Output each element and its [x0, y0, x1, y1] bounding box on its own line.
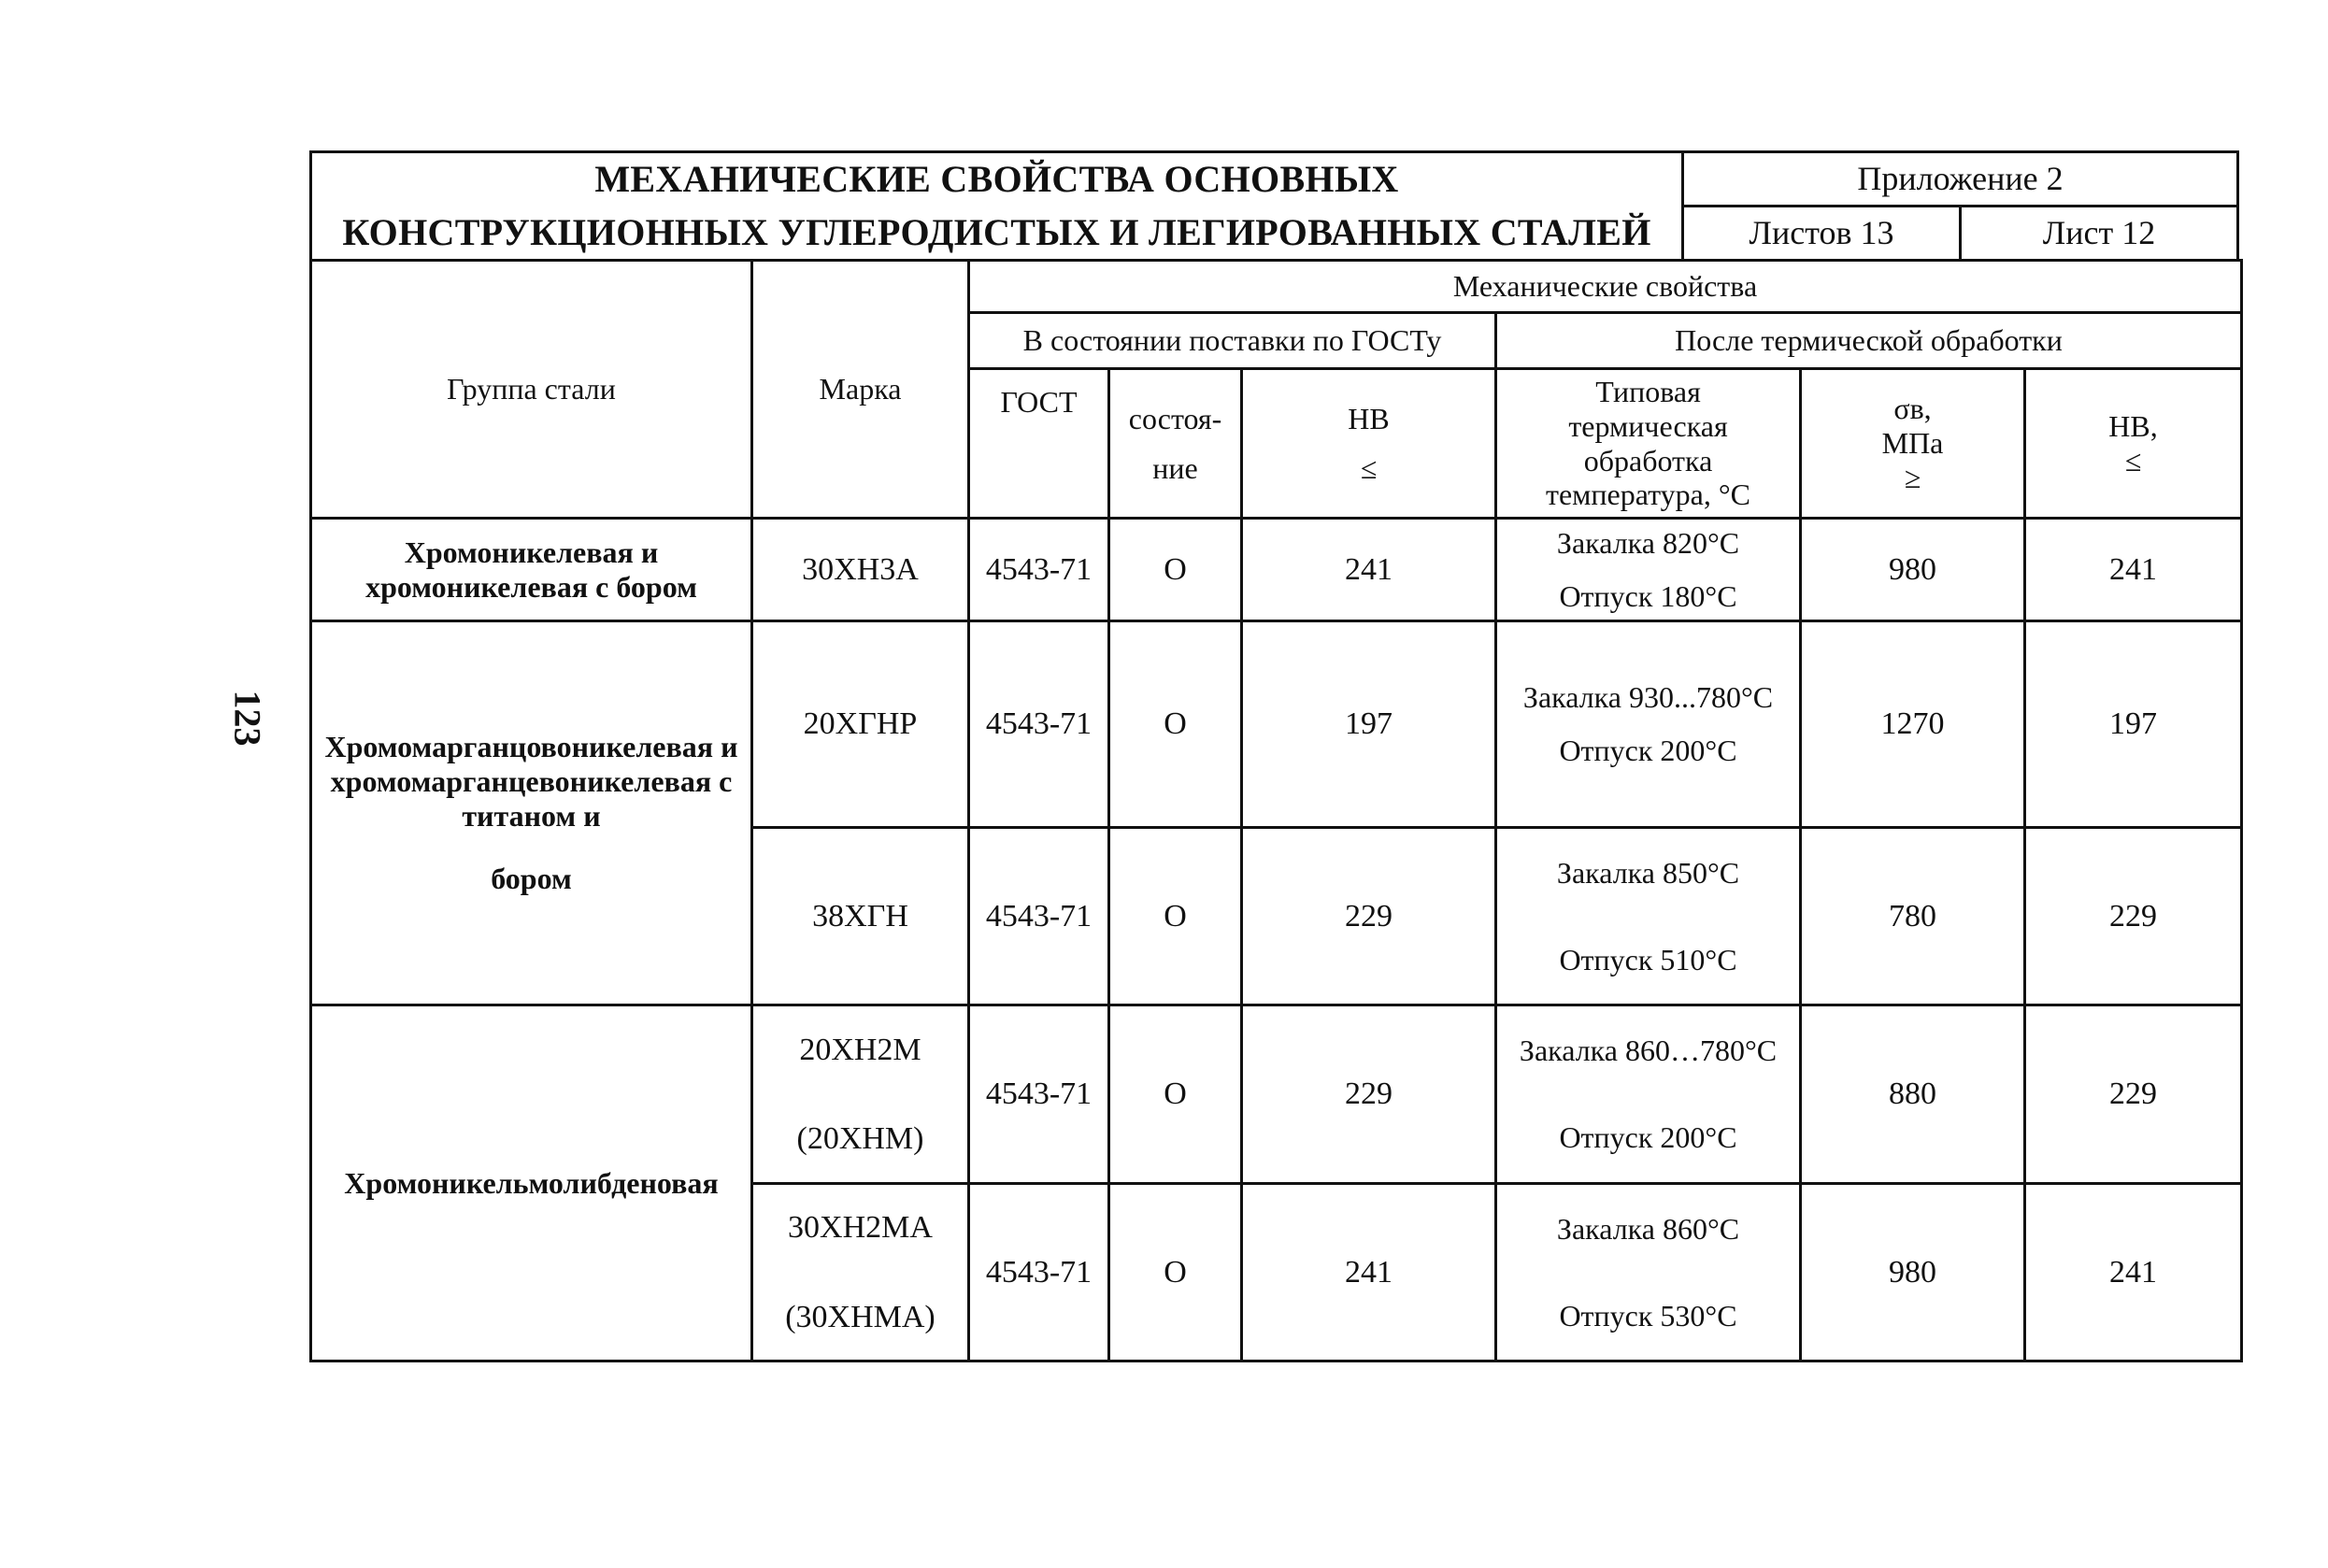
quench-text: Закалка 820°С [1556, 525, 1740, 560]
hb-cell: 229 [1242, 828, 1496, 1005]
hb2-cell: 197 [2025, 621, 2242, 828]
temper-text: Отпуск 200°С [1559, 734, 1737, 767]
group-line: хромомарганцевоникелевая с [330, 764, 733, 799]
mark-line: (30ХНМА) [785, 1299, 935, 1334]
quench-text: Закалка 860…780°С [1519, 1033, 1778, 1068]
header-sigma-line1: σв, [1893, 392, 1932, 426]
group-line: Хромоникельмолибденовая [344, 1165, 719, 1200]
quench-text: Закалка 850°С [1556, 855, 1740, 890]
state-cell: О [1109, 519, 1242, 621]
document-header-table [309, 150, 2239, 262]
group-line: бором [491, 861, 572, 895]
treatment-cell [1496, 621, 1801, 828]
header-hb [1242, 369, 1496, 519]
header-state [1109, 369, 1242, 519]
mark-cell: 38ХГН [752, 828, 969, 1005]
gost-cell: 4543-71 [969, 621, 1109, 828]
group-line: хромоникелевая с бором [365, 569, 697, 604]
quench-text: Закалка 930...780°С [1522, 680, 1774, 715]
temper-text: Отпуск 510°С [1559, 942, 1737, 976]
treatment-cell [1496, 519, 1801, 621]
gost-cell: 4543-71 [969, 1005, 1109, 1184]
header-treatment-line4: температура, °С [1545, 478, 1751, 512]
hb2-cell: 229 [2025, 1005, 2242, 1184]
header-sigma [1801, 369, 2025, 519]
treatment-cell [1496, 1184, 1801, 1361]
page-number: 123 [226, 690, 269, 747]
state-cell: О [1109, 1184, 1242, 1361]
header-gost: ГОСТ [969, 369, 1109, 519]
gost-cell: 4543-71 [969, 1184, 1109, 1361]
hb-cell: 241 [1242, 519, 1496, 621]
header-treatment [1496, 369, 1801, 519]
header-mark: Марка [752, 261, 969, 519]
hb2-cell: 241 [2025, 519, 2242, 621]
header-state-line2: ние [1152, 450, 1198, 485]
header-group: Группа стали [311, 261, 752, 519]
mark-line: (20ХНМ) [796, 1121, 924, 1156]
header-after-heat: После термической обработки [1496, 313, 2242, 369]
steel-properties-table [309, 259, 2243, 1362]
sigma-cell: 780 [1801, 828, 2025, 1005]
group-spacer [318, 834, 745, 862]
header-sigma-line2: МПа [1881, 426, 1944, 461]
temper-text: Отпуск 530°С [1559, 1298, 1737, 1333]
hb2-cell: 229 [2025, 828, 2242, 1005]
treatment-cell [1496, 828, 1801, 1005]
header-sigma-line3: ≥ [1904, 460, 1921, 494]
hb2-cell: 241 [2025, 1184, 2242, 1361]
sigma-cell: 980 [1801, 519, 2025, 621]
group-line: Хромомарганцовоникелевая и [324, 730, 738, 764]
sigma-cell: 980 [1801, 1184, 2025, 1361]
mark-cell: 30ХН3А [752, 519, 969, 621]
group-cell [311, 1005, 752, 1361]
temper-text: Отпуск 200°С [1559, 1120, 1737, 1154]
header-hb2-line1: НВ, [2108, 408, 2158, 443]
gost-cell: 4543-71 [969, 828, 1109, 1005]
state-cell: О [1109, 828, 1242, 1005]
sheets-total: Листов 13 [1683, 207, 1961, 261]
header-treatment-line3: обработка [1583, 443, 1713, 478]
mark-cell: 20ХГНР [752, 621, 969, 828]
header-hb2 [2025, 369, 2242, 519]
group-line: Хромоникелевая и [404, 535, 659, 569]
sigma-cell: 1270 [1801, 621, 2025, 828]
document-title-line1: МЕХАНИЧЕСКИЕ СВОЙСТВА ОСНОВНЫХ [311, 152, 1683, 207]
table-row [311, 1005, 2242, 1184]
mark-line: 20ХН2М [799, 1032, 921, 1067]
header-hb2-line2: ≤ [2124, 443, 2142, 478]
state-cell: О [1109, 1005, 1242, 1184]
quench-text: Закалка 860°С [1556, 1211, 1740, 1246]
hb-cell: 229 [1242, 1005, 1496, 1184]
group-cell [311, 519, 752, 621]
temper-text: Отпуск 180°С [1559, 578, 1737, 613]
hb-cell: 197 [1242, 621, 1496, 828]
mark-cell [752, 1184, 969, 1361]
header-mech-props: Механические свойства [969, 261, 2242, 313]
header-hb-label: НВ [1348, 401, 1390, 435]
document-title-line2: КОНСТРУКЦИОННЫХ УГЛЕРОДИСТЫХ И ЛЕГИРОВАННЫХ СТАЛЕЙ [311, 207, 1683, 261]
mark-cell [752, 1005, 969, 1184]
group-cell [311, 621, 752, 1005]
mark-line: 30ХН2МА [788, 1210, 933, 1246]
sigma-cell: 880 [1801, 1005, 2025, 1184]
state-cell: О [1109, 621, 1242, 828]
sheet-number: Лист 12 [1961, 207, 2238, 261]
gost-cell: 4543-71 [969, 519, 1109, 621]
header-delivery: В состоянии поставки по ГОСТу [969, 313, 1496, 369]
header-hb-sign: ≤ [1360, 450, 1378, 485]
table-row [311, 621, 2242, 828]
table-row [311, 519, 2242, 621]
hb-cell: 241 [1242, 1184, 1496, 1361]
header-treatment-line2: термическая [1568, 408, 1728, 443]
treatment-cell [1496, 1005, 1801, 1184]
group-line: титаном и [462, 799, 601, 833]
header-state-line1: состоя- [1128, 401, 1222, 435]
header-treatment-line1: Типовая [1595, 374, 1701, 408]
appendix-label: Приложение 2 [1683, 152, 2238, 207]
